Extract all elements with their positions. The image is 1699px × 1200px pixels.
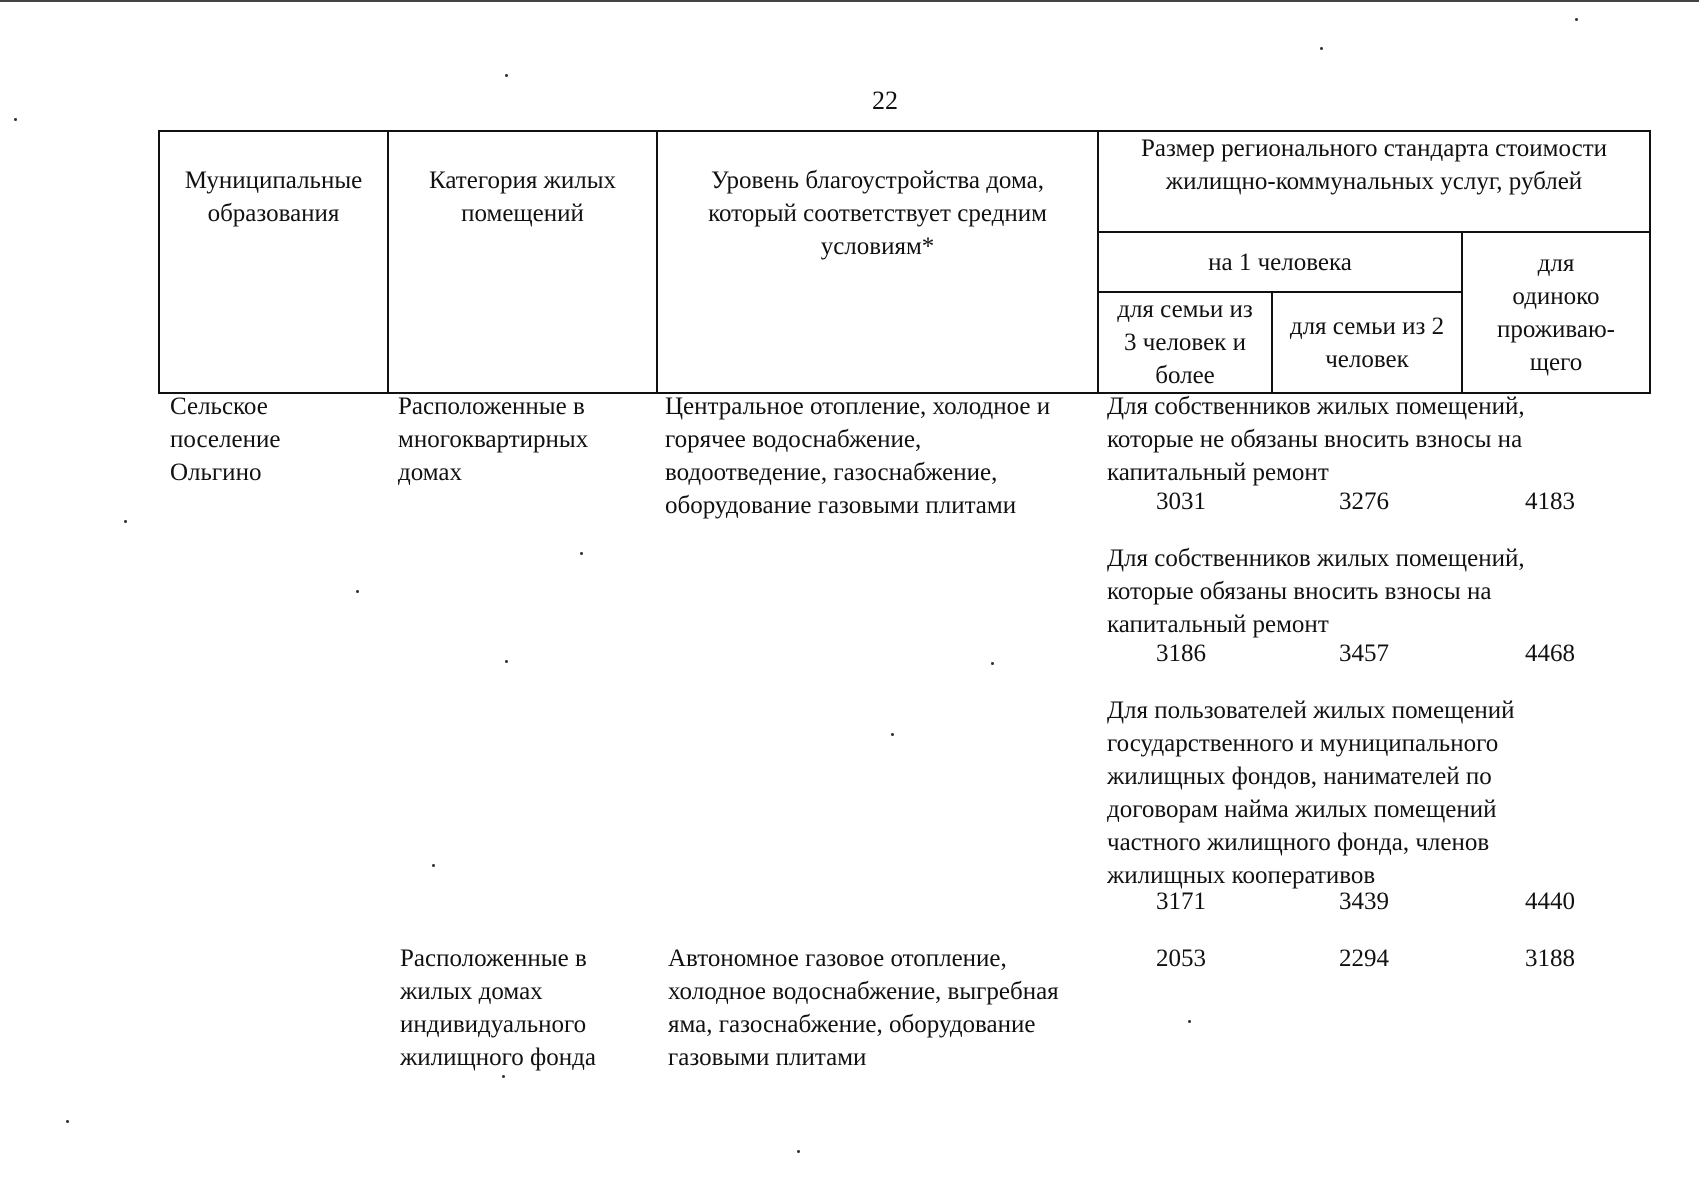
row2-value-family2: 2294 (1339, 945, 1389, 972)
header-family3 (1098, 292, 1272, 393)
scan-speck (502, 1075, 505, 1078)
header-family2 (1272, 292, 1462, 393)
cell-level-2: Автономное газовое отопление, холодное водоснабжение, выгребная яма, газоснабжение, оборудование газовыми плитами (668, 945, 1059, 1071)
scan-speck (991, 662, 994, 665)
page-number: 22 (872, 86, 898, 115)
scan-speck (891, 733, 894, 736)
group2-value-family3: 3186 (1156, 640, 1206, 667)
header-level (657, 131, 1098, 393)
group3-value-family3: 3171 (1156, 888, 1206, 915)
scan-speck (14, 118, 17, 121)
group2-value-family2: 3457 (1339, 640, 1389, 667)
cell-municipality: Сельское поселение Ольгино (170, 393, 281, 486)
scan-speck (505, 660, 508, 663)
cell-category-1: Расположенные в многоквартирных домах (398, 393, 589, 486)
header-category (388, 131, 657, 393)
header-standard: Размер регионального стандарта стоимости жилищно-коммунальных услуг, рублей (1098, 131, 1650, 232)
header-per-person: на 1 человека (1098, 232, 1462, 292)
scan-speck (1575, 18, 1578, 21)
group2-value-single: 4468 (1525, 640, 1575, 667)
header-level-label: Уровень благоустройства дома, который соответствует средним условиям* (708, 167, 1047, 260)
scan-speck (432, 864, 435, 867)
group1-value-family3: 3031 (1156, 488, 1206, 515)
scan-speck (797, 1150, 800, 1153)
scan-speck (356, 590, 359, 593)
group3-value-single: 4440 (1525, 888, 1575, 915)
scan-speck (66, 1120, 69, 1123)
header-family2-label: для семьи из 2 человек (1289, 312, 1445, 373)
scan-speck (124, 520, 127, 523)
header-family3-label: для семьи из 3 человек и более (1117, 296, 1253, 389)
cell-category-2: Расположенные в жилых домах индивидуального жилищного фонда (400, 945, 596, 1071)
cell-level-1: Центральное отопление, холодное и горячее водоснабжение, водоотведение, газоснабжение, оборудование газовыми плитами (665, 393, 1051, 519)
header-single-label: для одиноко проживаю-щего (1497, 249, 1615, 376)
header-category-label: Категория жилых помещений (429, 167, 616, 227)
page-top-edge (0, 0, 1699, 2)
scan-speck (1320, 47, 1323, 50)
row2-value-family3: 2053 (1156, 945, 1206, 972)
header-single (1462, 232, 1650, 393)
header-municipal-label: Муниципальные образования (184, 167, 363, 227)
group1-label: Для собственников жилых помещений, которые не обязаны вносить взносы на капитальный ремонт (1107, 393, 1525, 486)
scan-speck (580, 552, 583, 555)
group2-label: Для собственников жилых помещений, которые обязаны вносить взносы на капитальный ремонт (1107, 545, 1525, 638)
table-header (158, 130, 1651, 394)
group1-value-family2: 3276 (1339, 488, 1389, 515)
group1-value-single: 4183 (1525, 488, 1575, 515)
header-municipal (159, 131, 388, 393)
group3-label: Для пользователей жилых помещений государственного и муниципального жилищных фондов, нанимателей по договорам найма жилых помещений частного жилищного фонда, членов жилищных кооперативов (1107, 697, 1515, 889)
scan-speck (505, 74, 508, 77)
scan-speck (1188, 1020, 1191, 1023)
row2-value-single: 3188 (1525, 945, 1575, 972)
group3-value-family2: 3439 (1339, 888, 1389, 915)
